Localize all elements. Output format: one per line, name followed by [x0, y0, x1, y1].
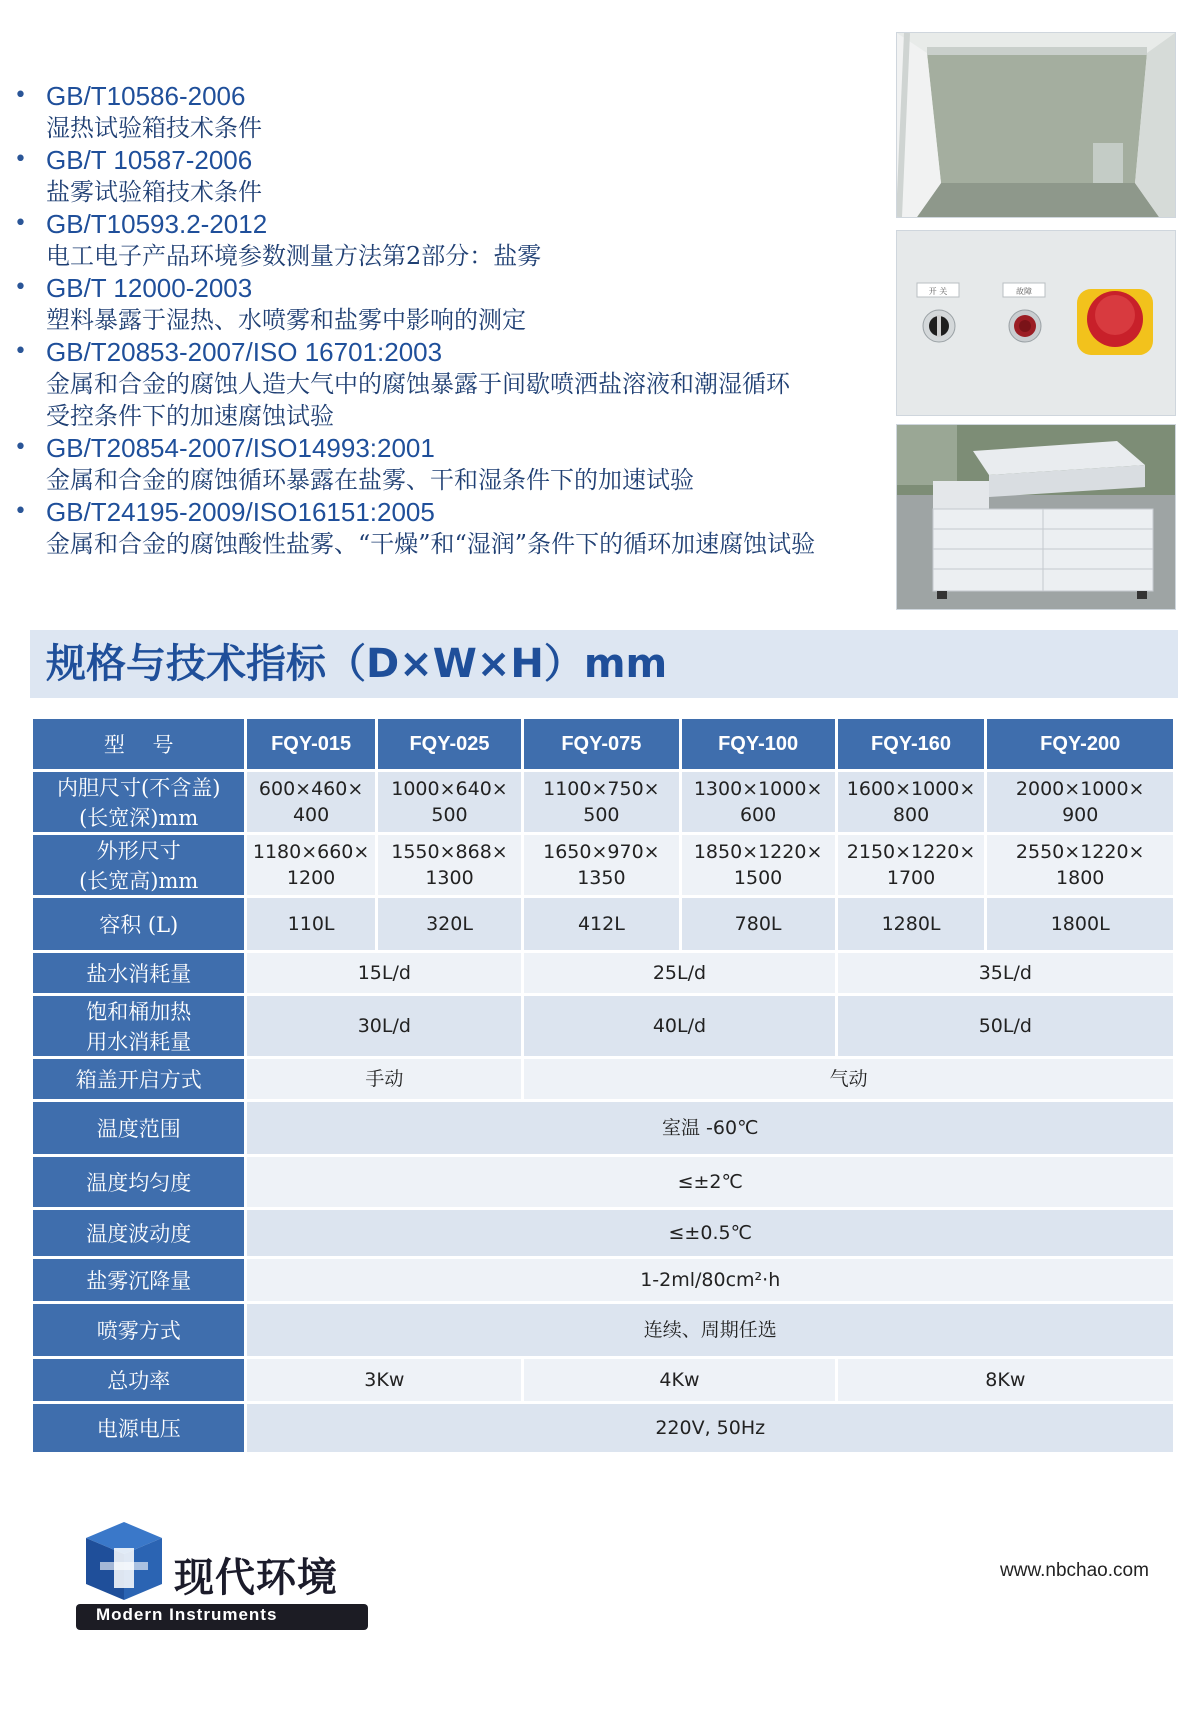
cell-line: 1550×868×	[391, 841, 508, 863]
standard-code: GB/T 10587-2006	[46, 145, 253, 175]
cell-line: 1600×1000×	[846, 778, 976, 800]
machine-illustration	[897, 425, 1175, 609]
fault-label: 故障	[1016, 287, 1032, 296]
bullet-icon: •	[14, 499, 27, 524]
machine-photo	[896, 424, 1176, 610]
salt-consumption-cell: 35L/d	[838, 953, 1173, 993]
outer-size-cell	[682, 835, 835, 895]
logo-mark-icon	[76, 1518, 172, 1604]
fog-deposition-cell: 1-2ml/80cm²·h	[247, 1259, 1173, 1301]
temp-range-cell: 室温 -60℃	[247, 1102, 1173, 1154]
spec-table	[30, 716, 1176, 1455]
model-header: FQY-025	[378, 719, 521, 769]
salt-consumption-cell: 15L/d	[247, 953, 521, 993]
inner-size-cell	[378, 772, 521, 832]
control-panel-illustration	[897, 231, 1175, 415]
section-title: 规格与技术指标（D×W×H）mm	[46, 641, 668, 687]
standard-item	[14, 496, 894, 560]
temp-uniformity-cell: ≤±2℃	[247, 1157, 1173, 1207]
model-label: 型 号	[33, 719, 244, 769]
heating-water-cell: 50L/d	[838, 996, 1173, 1056]
chamber-interior-photo	[896, 32, 1176, 218]
lid-opening-cell: 气动	[524, 1059, 1173, 1099]
logo-en-bar	[76, 1604, 368, 1630]
cell-line: 1200	[286, 867, 336, 889]
bullet-icon: •	[14, 275, 27, 300]
bullet-icon: •	[14, 435, 27, 460]
standard-desc: 塑料暴露于湿热、水喷雾和盐雾中影响的测定	[46, 306, 526, 334]
table-row	[33, 1404, 1173, 1452]
standard-desc: 金属和合金的腐蚀循环暴露在盐雾、干和湿条件下的加速试验	[46, 466, 694, 494]
heating-water-cell: 30L/d	[247, 996, 521, 1056]
model-header: FQY-100	[682, 719, 835, 769]
cell-line: 1000×640×	[391, 778, 508, 800]
standard-item	[14, 432, 894, 496]
outer-size-cell	[378, 835, 521, 895]
table-row	[33, 1359, 1173, 1401]
inner-size-cell	[987, 772, 1173, 832]
fog-deposition-label: 盐雾沉降量	[33, 1259, 244, 1301]
outer-size-label-line1: 外形尺寸	[96, 839, 181, 863]
inner-size-label-line1: 内胆尺寸(不含盖)	[57, 776, 221, 800]
standard-code: GB/T10586-2006	[46, 81, 246, 111]
volume-cell: 1280L	[838, 898, 985, 950]
table-row	[33, 1102, 1173, 1154]
volume-cell: 320L	[378, 898, 521, 950]
total-power-cell: 4Kw	[524, 1359, 834, 1401]
cell-line: 1850×1220×	[693, 841, 823, 863]
standard-desc: 湿热试验箱技术条件	[46, 114, 262, 142]
table-row	[33, 898, 1173, 950]
standard-item	[14, 144, 894, 208]
standard-code: GB/T 12000-2003	[46, 273, 253, 303]
standard-code: GB/T10593.2-2012	[46, 209, 268, 239]
cell-line: 500	[431, 804, 468, 826]
temp-range-label: 温度范围	[33, 1102, 244, 1154]
outer-size-label-line2: (长宽高)mm	[79, 869, 199, 893]
spray-mode-cell: 连续、周期任选	[247, 1304, 1173, 1356]
standard-item	[14, 80, 894, 144]
outer-size-cell	[247, 835, 374, 895]
cell-line: 1180×660×	[252, 841, 370, 863]
standard-desc: 盐雾试验箱技术条件	[46, 178, 262, 206]
voltage-cell: 220V, 50Hz	[247, 1404, 1173, 1452]
standard-code: GB/T20854-2007/ISO14993:2001	[46, 433, 435, 463]
standard-item	[14, 272, 894, 336]
heating-water-label	[33, 996, 244, 1056]
standard-item	[14, 336, 894, 432]
temp-uniformity-label: 温度均匀度	[33, 1157, 244, 1207]
cell-line: 1500	[733, 867, 783, 889]
cell-line: 1700	[886, 867, 936, 889]
cell-line: 900	[1062, 804, 1099, 826]
table-header-row	[33, 719, 1173, 769]
chamber-interior-illustration	[897, 33, 1175, 217]
table-row	[33, 772, 1173, 832]
inner-size-cell	[247, 772, 374, 832]
cell-line: 600×460×	[258, 778, 364, 800]
standard-desc: 电工电子产品环境参数测量方法第2部分：盐雾	[46, 242, 542, 270]
table-row	[33, 1259, 1173, 1301]
table-row	[33, 1157, 1173, 1207]
outer-size-cell	[987, 835, 1173, 895]
total-power-label: 总功率	[33, 1359, 244, 1401]
standards-list	[14, 80, 894, 560]
lid-opening-cell: 手动	[247, 1059, 521, 1099]
heating-water-label-line1: 饱和桶加热	[86, 1000, 192, 1024]
voltage-label: 电源电压	[33, 1404, 244, 1452]
control-panel-photo	[896, 230, 1176, 416]
cell-line: 1800	[1056, 867, 1105, 889]
table-row	[33, 996, 1173, 1056]
logo-cn-text: 现代环境	[174, 1555, 338, 1601]
company-logo	[76, 1518, 376, 1638]
table-row	[33, 1304, 1173, 1356]
inner-size-label	[33, 772, 244, 832]
cell-line: 500	[583, 804, 620, 826]
bullet-icon: •	[14, 83, 27, 108]
salt-consumption-cell: 25L/d	[524, 953, 834, 993]
outer-size-cell	[524, 835, 678, 895]
cell-line: 2000×1000×	[1015, 778, 1145, 800]
table-row	[33, 953, 1173, 993]
model-header: FQY-200	[987, 719, 1173, 769]
outer-size-cell	[838, 835, 985, 895]
cell-line: 600	[739, 804, 777, 826]
cell-line: 800	[892, 804, 930, 826]
volume-label: 容积 (L)	[33, 898, 244, 950]
cell-line: 1100×750×	[543, 778, 660, 800]
inner-size-cell	[838, 772, 985, 832]
temp-fluctuation-label: 温度波动度	[33, 1210, 244, 1256]
outer-size-label	[33, 835, 244, 895]
standard-code: GB/T20853-2007/ISO 16701:2003	[46, 337, 443, 367]
cell-line: 1300×1000×	[693, 778, 823, 800]
lid-opening-label: 箱盖开启方式	[33, 1059, 244, 1099]
switch-label: 开 关	[928, 287, 948, 296]
inner-size-cell	[524, 772, 678, 832]
volume-cell: 1800L	[987, 898, 1173, 950]
bullet-icon: •	[14, 147, 27, 172]
model-header: FQY-075	[524, 719, 678, 769]
cell-line: 400	[292, 804, 330, 826]
cell-line: 2550×1220×	[1015, 841, 1145, 863]
standard-item	[14, 208, 894, 272]
model-header: FQY-160	[838, 719, 985, 769]
standard-desc: 金属和合金的腐蚀人造大气中的腐蚀暴露于间歇喷洒盐溶液和潮湿循环 受控条件下的加速腐蚀试验	[46, 370, 790, 430]
total-power-cell: 8Kw	[838, 1359, 1173, 1401]
total-power-cell: 3Kw	[247, 1359, 521, 1401]
heating-water-cell: 40L/d	[524, 996, 834, 1056]
salt-consumption-label: 盐水消耗量	[33, 953, 244, 993]
temp-fluctuation-cell: ≤±0.5℃	[247, 1210, 1173, 1256]
section-title-band	[30, 630, 1178, 698]
website-url: www.nbchao.com	[1000, 1560, 1149, 1581]
standard-code: GB/T24195-2009/ISO16151:2005	[46, 497, 435, 527]
spray-mode-label: 喷雾方式	[33, 1304, 244, 1356]
model-header: FQY-015	[247, 719, 374, 769]
bullet-icon: •	[14, 339, 27, 364]
cell-line: 1650×970×	[543, 841, 660, 863]
table-row	[33, 1059, 1173, 1099]
volume-cell: 780L	[682, 898, 835, 950]
standard-desc: 金属和合金的腐蚀酸性盐雾、“干燥”和“湿润”条件下的循环加速腐蚀试验	[46, 530, 816, 558]
inner-size-label-line2: (长宽深)mm	[79, 806, 199, 830]
cell-line: 1300	[425, 867, 474, 889]
volume-cell: 412L	[524, 898, 678, 950]
heating-water-label-line2: 用水消耗量	[86, 1030, 192, 1054]
table-row	[33, 1210, 1173, 1256]
cell-line: 1350	[577, 867, 626, 889]
logo-en-text: Modern Instruments	[96, 1605, 278, 1624]
bullet-icon: •	[14, 211, 27, 236]
inner-size-cell	[682, 772, 835, 832]
cell-line: 2150×1220×	[846, 841, 976, 863]
volume-cell: 110L	[247, 898, 374, 950]
table-row	[33, 835, 1173, 895]
